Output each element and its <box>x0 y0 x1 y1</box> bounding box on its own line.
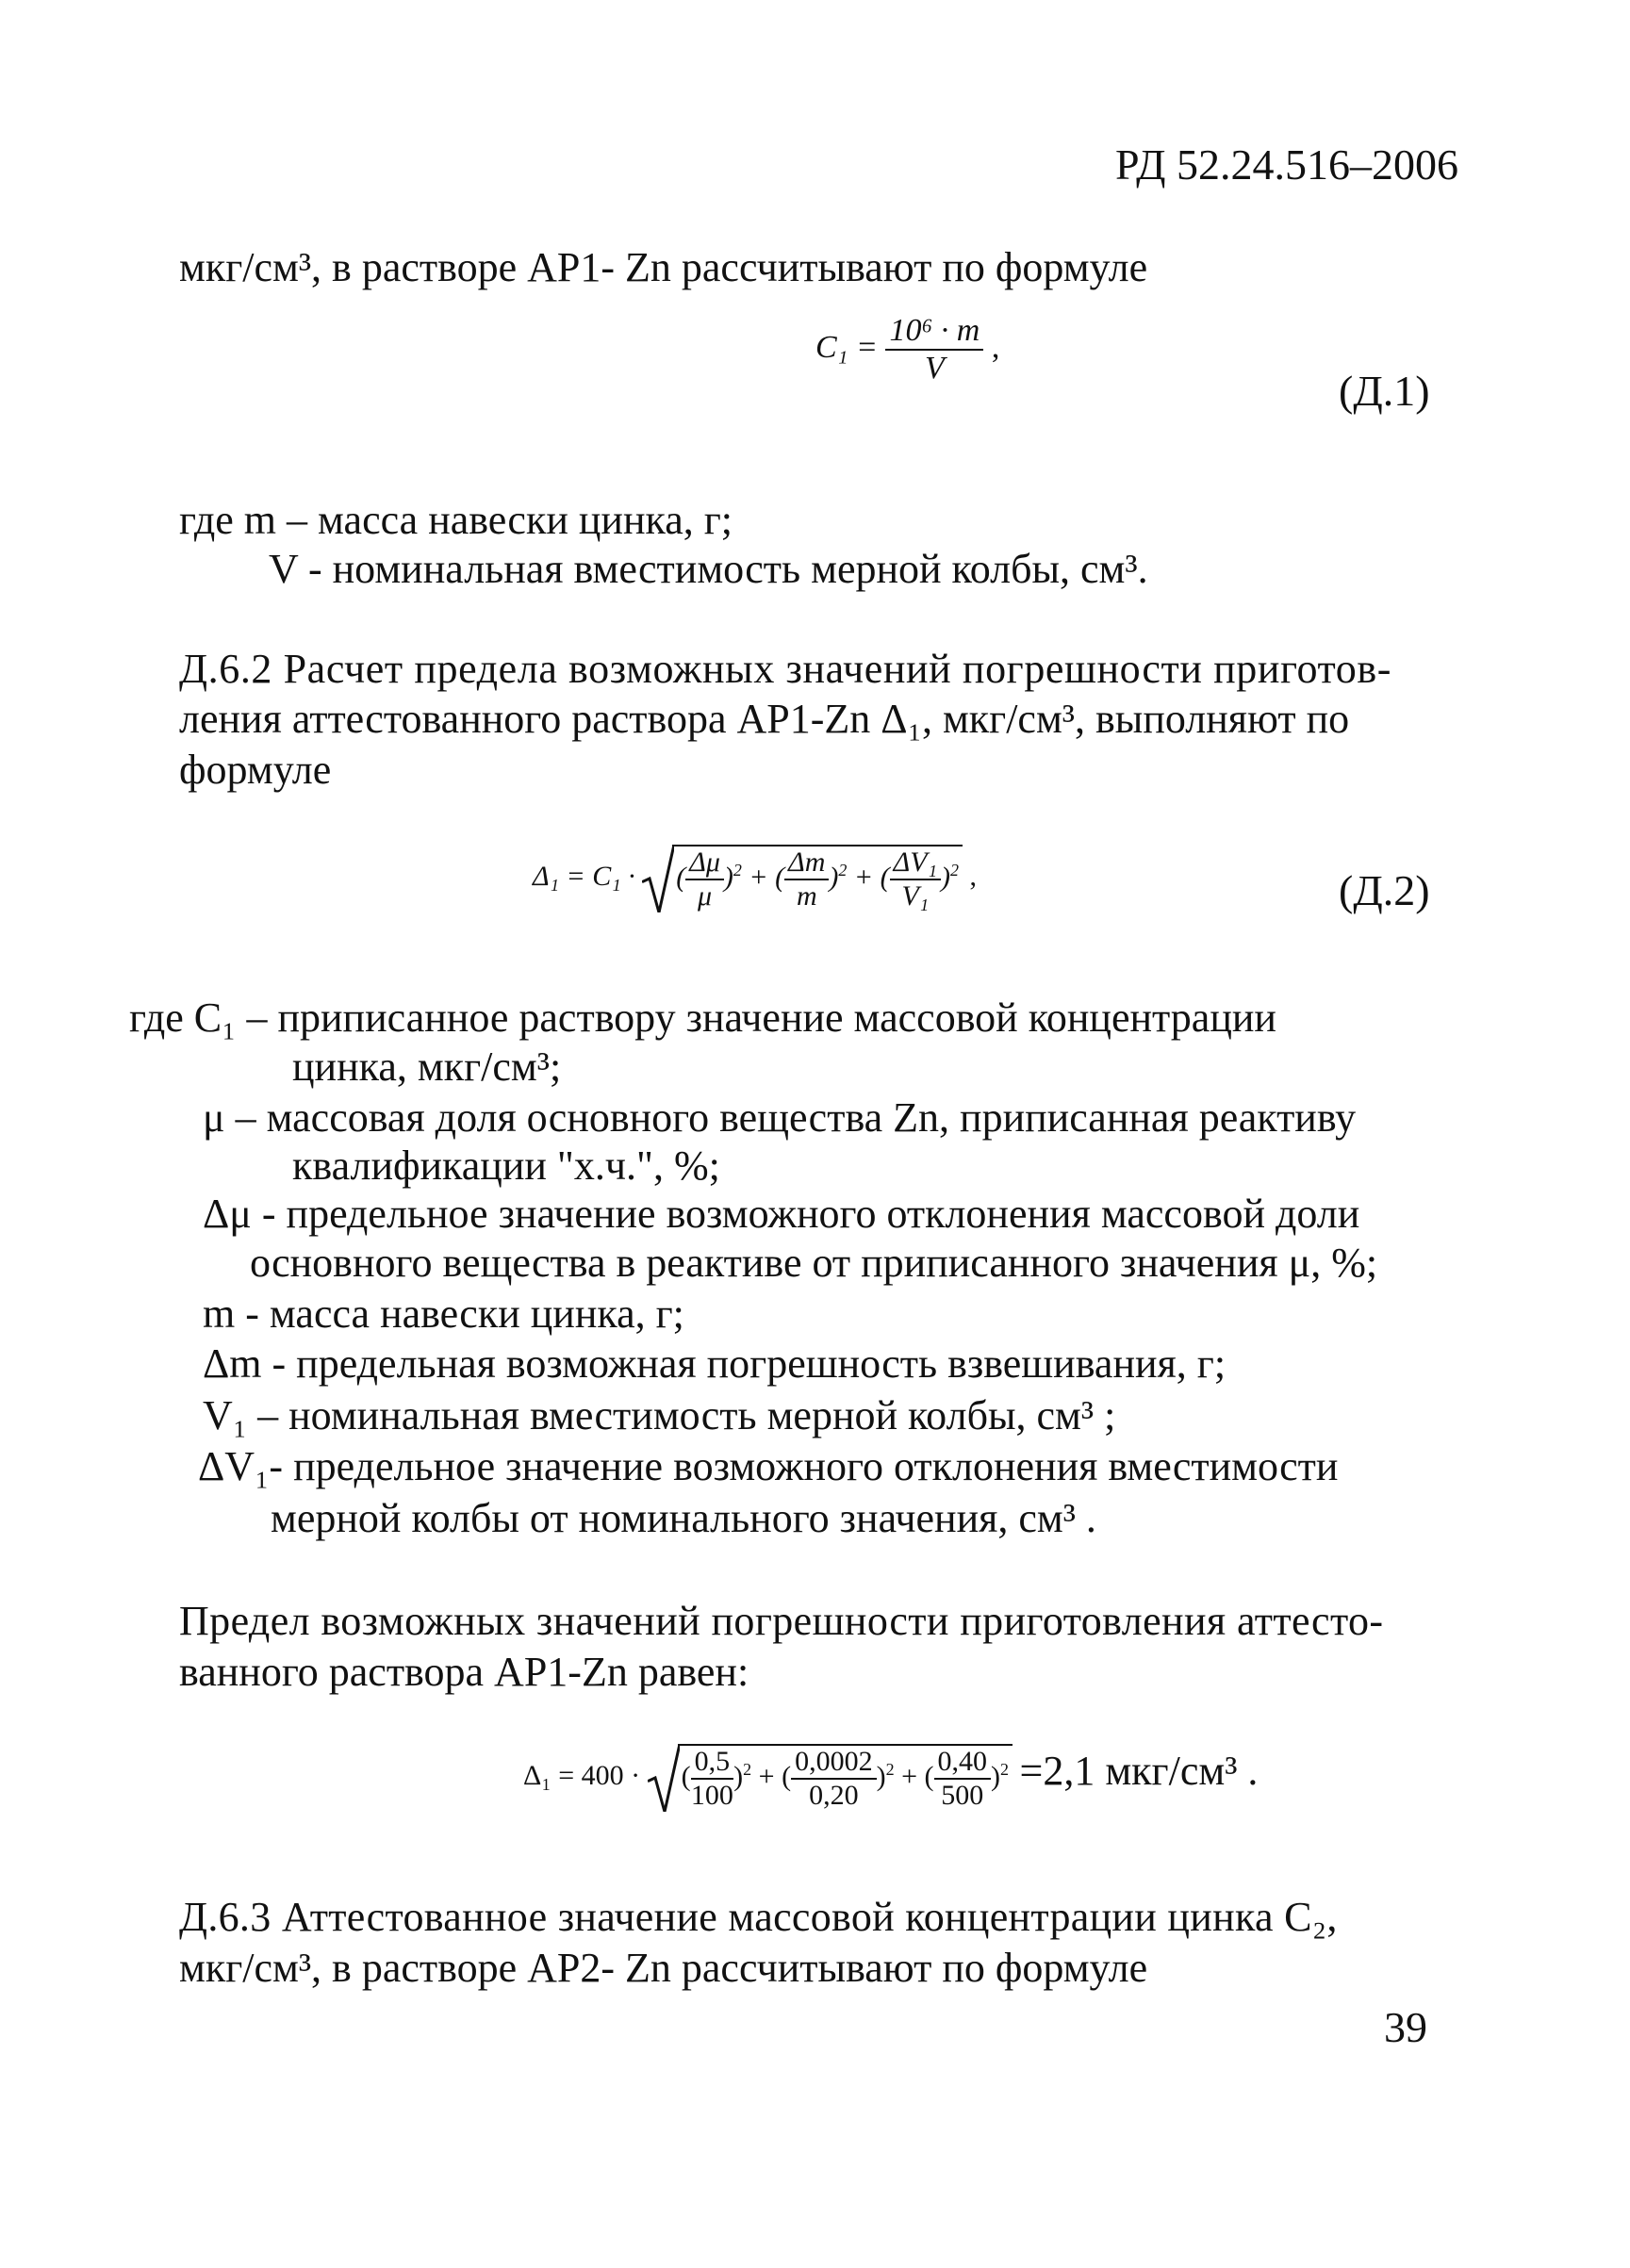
formula-d1-denominator: V <box>925 351 945 386</box>
formula-d2 <box>533 845 977 912</box>
formula-d2-t2-den: m <box>796 880 817 912</box>
where2-c1-line1: где C₁ – приписанное раствору значение массовой концентрации <box>129 994 1276 1041</box>
where2-v1: V₁ – номинальная вместимость мерной колбы, см³ ; <box>203 1392 1116 1438</box>
formula-d1-fraction <box>885 313 983 386</box>
formula-d2-t2-num: Δm <box>784 846 829 880</box>
where2-dm: Δm - предельная возможная погрешность взвешивания, г; <box>203 1340 1227 1387</box>
paragraph-top: мкг/см³, в растворе АР1- Zn рассчитывают по формуле <box>179 244 1148 290</box>
formula-calc-t3-den: 500 <box>941 1780 984 1811</box>
where2-c1-line2: цинка, мкг/см³; <box>292 1044 562 1090</box>
formula-d2-label: (Д.2) <box>1339 866 1430 914</box>
sqrt-icon <box>642 845 674 912</box>
limit-line2: ванного раствора АР1-Zn равен: <box>179 1649 749 1695</box>
limit-line1: Предел возможных значений погрешности приготовления аттесто- <box>179 1598 1384 1644</box>
formula-d2-lhs: Δ₁ = C₁ · <box>533 860 635 892</box>
formula-d2-t3-den: V₁ <box>901 880 930 912</box>
where2-dv1-line2: мерной колбы от номинального значения, см³ . <box>271 1495 1096 1541</box>
formula-calc-t1-num: 0,5 <box>691 1746 734 1780</box>
where2-dmu-line1: Δμ - предельное значение возможного отклонения массовой доли <box>203 1191 1360 1237</box>
formula-calc-t3-num: 0,40 <box>934 1746 992 1780</box>
where2-m: m - масса навески цинка, г; <box>203 1290 684 1337</box>
formula-calc-t1-den: 100 <box>690 1780 733 1811</box>
where2-dmu-line2: основного вещества в реактиве от приписанного значения μ, %; <box>250 1240 1378 1286</box>
formula-d1-label: (Д.1) <box>1339 367 1430 415</box>
formula-calc-t2-den: 0,20 <box>809 1780 859 1811</box>
d62-line1: Д.6.2 Расчет предела возможных значений погрешности приготов- <box>179 646 1392 692</box>
formula-d1-tail: , <box>991 329 1000 365</box>
formula-d1-numerator: 10⁶ · m <box>885 313 983 351</box>
sqrt-icon <box>648 1744 680 1812</box>
formula-d2-sqrt: ( $\frac{\Delta\mu}{\mu}$ )$^2$ + ( $\frac{\Delta m}{m}$ )$^2$ + ( $\frac{\text{ΔV₁}}{\text{V₁}}$ )$^2$ <box>642 845 963 912</box>
d62-line2: ления аттестованного раствора АР1-Zn Δ₁, мкг/см³, выполняют по <box>179 696 1350 742</box>
formula-calc-result: =2,1 мкг/см³ . <box>1019 1747 1259 1794</box>
page-number: 39 <box>1384 2003 1427 2051</box>
d63-line1: Д.6.3 Аттестованное значение массовой концентрации цинка C₂, <box>179 1894 1338 1940</box>
formula-d2-t1-den: μ <box>698 880 713 912</box>
d63-line2: мкг/см³, в растворе АР2- Zn рассчитывают по формуле <box>179 1945 1148 1991</box>
formula-calc-lhs: Δ₁ = 400 · <box>523 1759 641 1791</box>
where1-line2: V - номинальная вместимость мерной колбы, см³. <box>269 546 1148 592</box>
document-code: РД 52.24.516–2006 <box>1115 140 1459 189</box>
where2-dv1-line1: ΔV₁- предельное значение возможного отклонения вместимости <box>198 1443 1339 1489</box>
d62-line3: формуле <box>179 747 332 793</box>
where2-mu-line2: квалификации "х.ч.", %; <box>292 1142 720 1189</box>
formula-d2-tail: , <box>969 860 978 892</box>
formula-d1 <box>815 313 999 386</box>
formula-calc-t2-num: 0,0002 <box>791 1746 877 1780</box>
formula-d1-lhs: C₁ = <box>815 329 878 365</box>
formula-d2-t3-num: ΔV₁ <box>890 846 941 880</box>
formula-calc-sqrt: ( $\frac{0,5}{100}$ )$^2$ + ( $\frac{0,0002}{0,20}$ )$^2$ + ( $\frac{0,40}{500}$ )$^2$ <box>648 1744 1013 1812</box>
where2-mu-line1: μ – массовая доля основного вещества Zn, приписанная реактиву <box>203 1094 1357 1141</box>
where1-line1: где m – масса навески цинка, г; <box>179 497 733 543</box>
formula-d2-t1-num: Δμ <box>685 846 724 880</box>
formula-calc <box>523 1744 1258 1812</box>
